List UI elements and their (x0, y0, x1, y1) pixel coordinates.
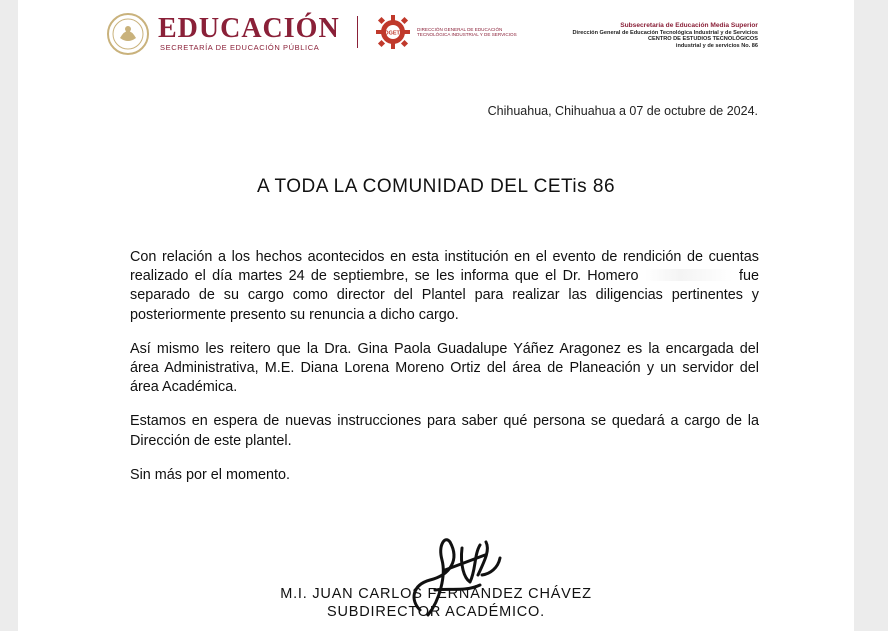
paragraph-2: Así mismo les reitero que la Dra. Gina Paola Guadalupe Yáñez Aragonez es la encargada del área Administrativa, M.E. Diana Lorena Moreno Ortiz del área de Planeación y un servidor del área Académica. (130, 340, 759, 396)
date-line: Chihuahua, Chihuahua a 07 de octubre de 2024. (487, 104, 758, 118)
agency-title: EDUCACIÓN (158, 13, 340, 44)
header-line-2: Dirección General de Educación Tecnológica Industrial y de Servicios (572, 30, 758, 36)
dgeti-text: DIRECCIÓN GENERAL DE EDUCACIÓN TECNOLÓGICA INDUSTRIAL Y DE SERVICIOS (417, 27, 517, 38)
redacted-surname (645, 269, 733, 281)
paragraph-4: Sin más por el momento. (130, 466, 290, 483)
header-line-1: Subsecretaría de Educación Media Superior (620, 22, 758, 29)
letter-heading: A TODA LA COMUNIDAD DEL CETis 86 (256, 176, 616, 197)
mexico-seal-icon (106, 12, 150, 56)
paragraph-3: Estamos en espera de nuevas instrucciones para saber qué persona se quedará a cargo de la Dirección de este plantel. (130, 413, 759, 449)
letter-body (130, 248, 759, 500)
signatory-role: SUBDIRECTOR ACADÉMICO. (327, 604, 545, 620)
signatory-name: M.I. JUAN CARLOS FERNÁNDEZ CHÁVEZ (280, 586, 592, 602)
letter-page (18, 0, 854, 631)
agency-subtitle: SECRETARÍA DE EDUCACIÓN PÚBLICA (160, 43, 320, 52)
paragraph-1: Con relación a los hechos acontecidos en esta institución en el evento de rendición de cuentas realizado el día martes 24 de septiembre, se les informa que el Dr. Homero fue separado de su cargo como director del Plantel para realizar las diligencias pertinentes y posteriormente presento su renuncia a dicho cargo. (130, 249, 759, 323)
header-divider (357, 16, 358, 48)
header-institution-block (573, 22, 758, 49)
header-line-4: industrial y de servicios No. 86 (675, 42, 758, 49)
header-line-3: CENTRO DE ESTUDIOS TECNOLÓGICOS (647, 36, 758, 43)
dgeti-gear-logo-icon (375, 14, 411, 50)
dgeti-logo-text: DGETI (384, 30, 402, 37)
